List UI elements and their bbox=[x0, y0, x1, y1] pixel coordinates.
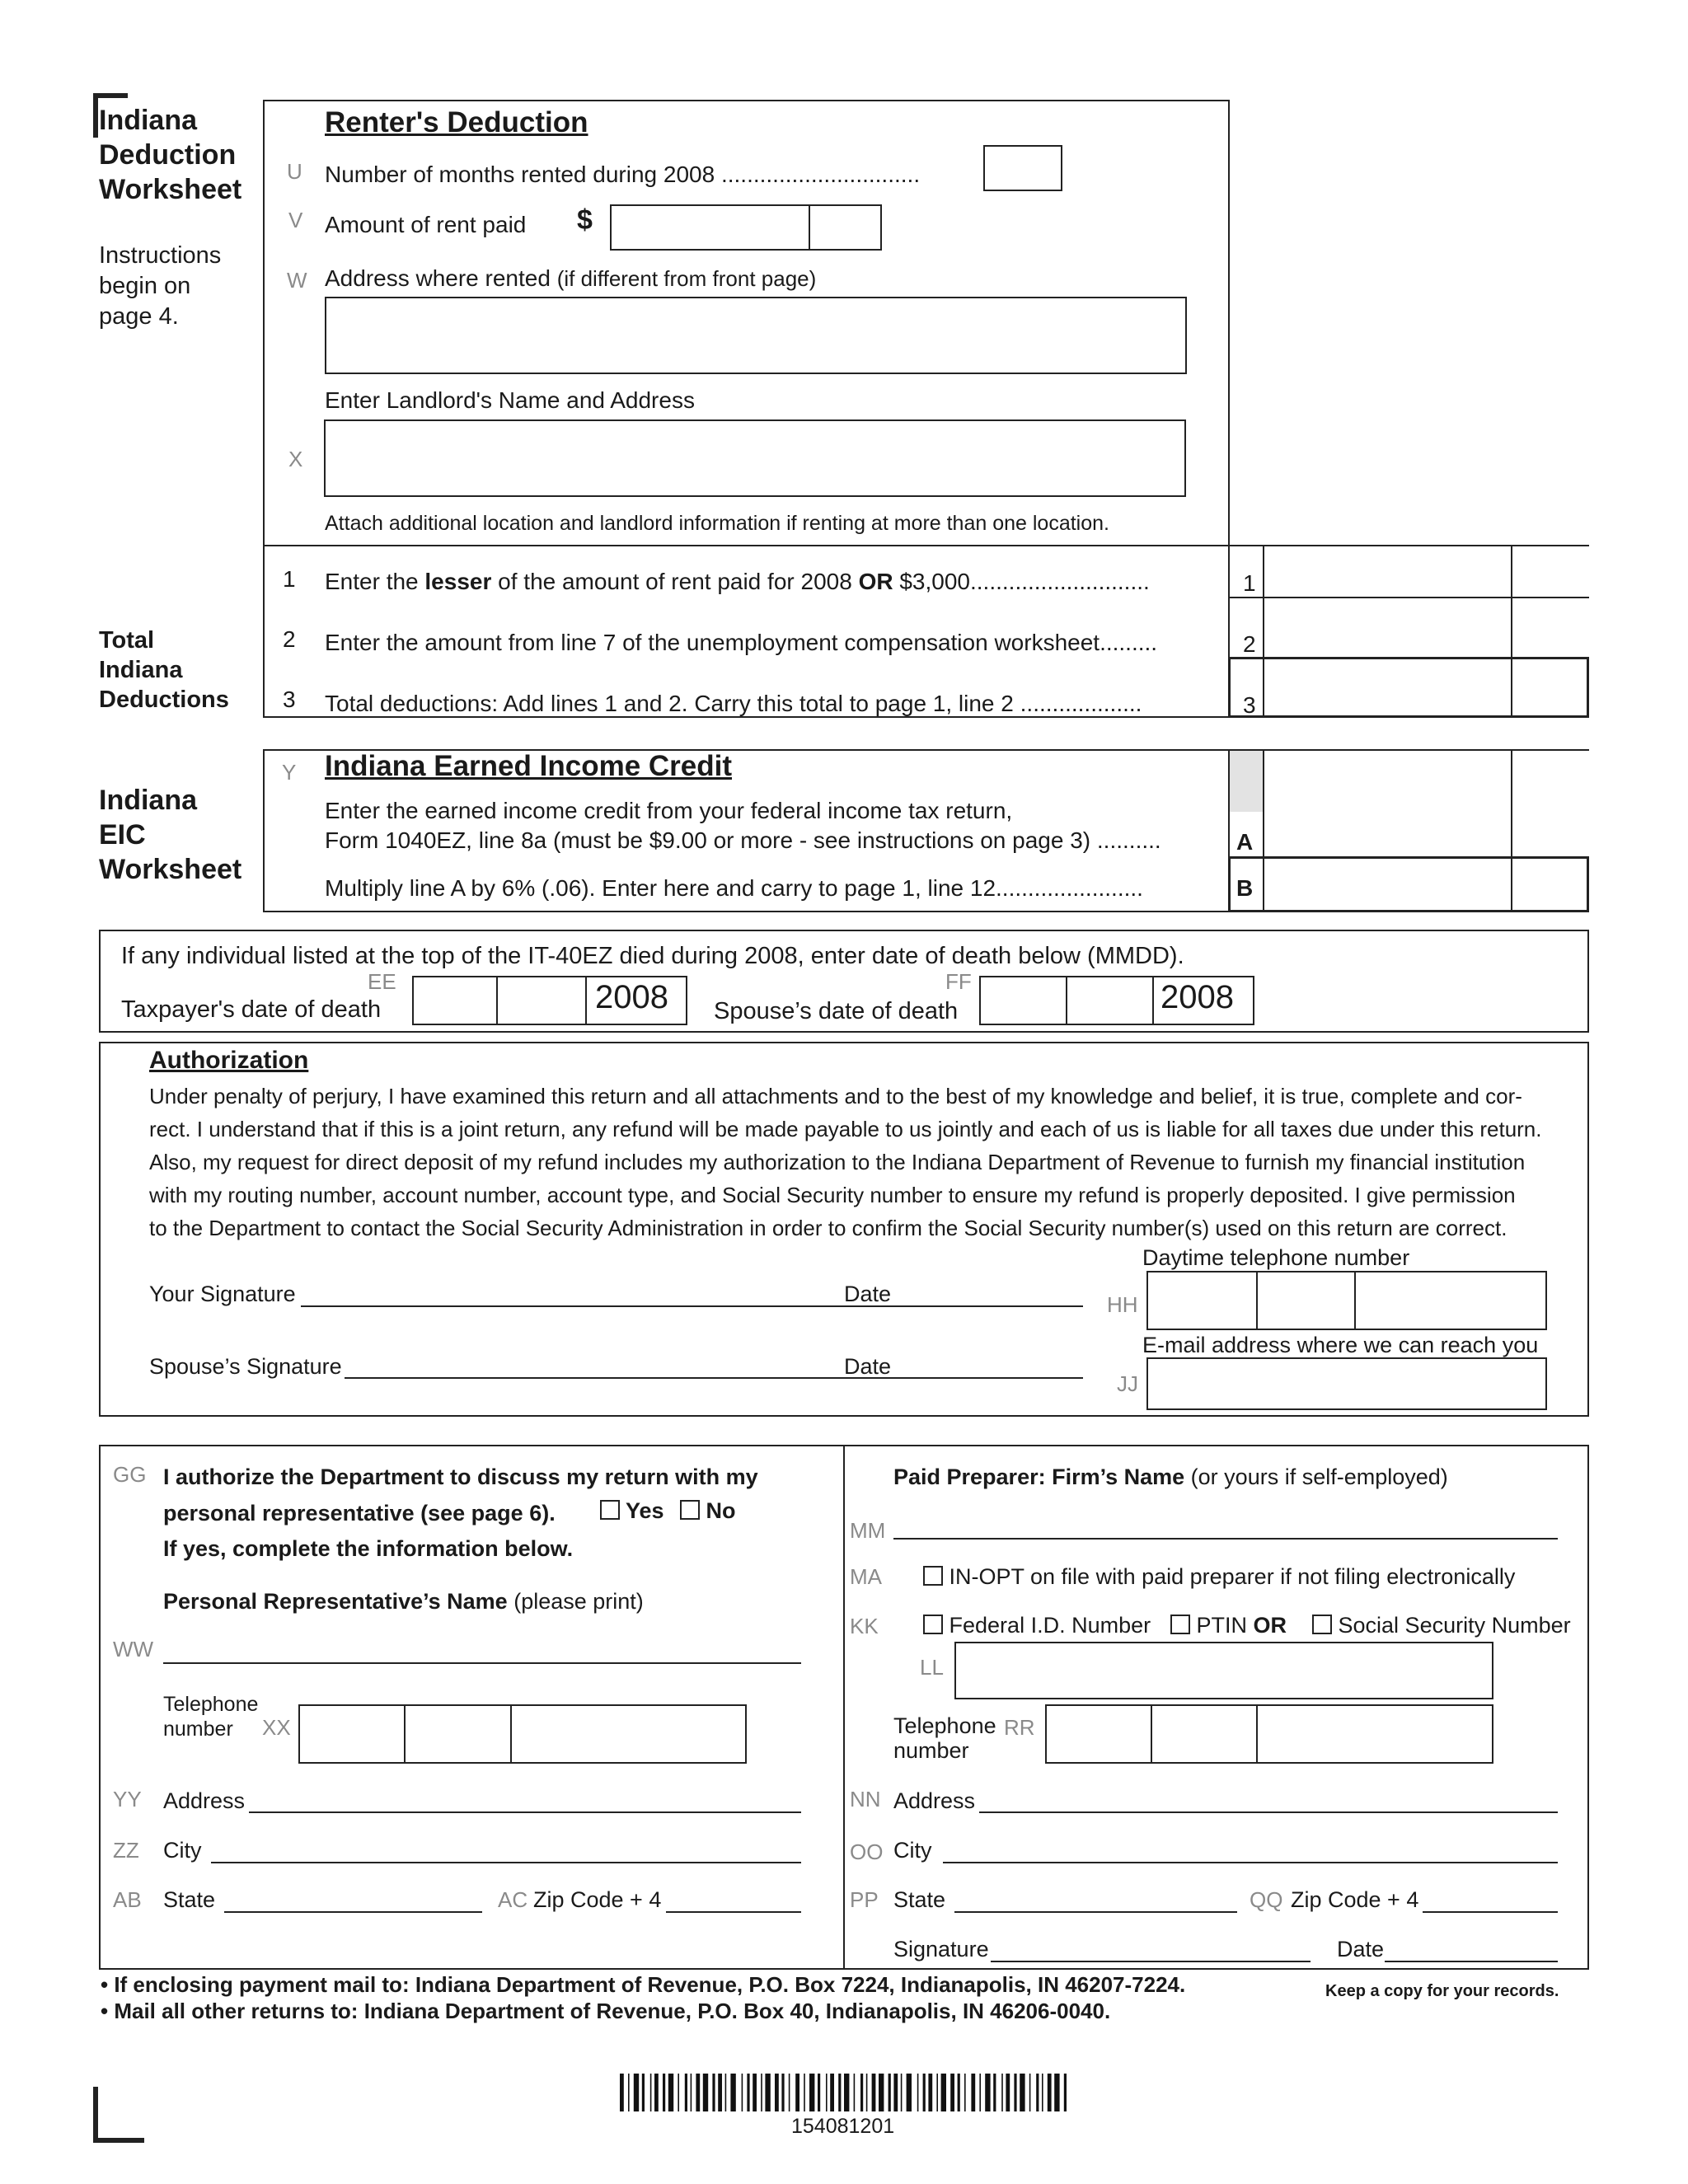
line-1-amount-input[interactable] bbox=[1264, 546, 1510, 596]
eic-right-top bbox=[1228, 749, 1589, 751]
barcode-bar bbox=[866, 2074, 868, 2111]
spouse-signature-label: Spouse’s Signature bbox=[149, 1354, 342, 1379]
line-1-number: 1 bbox=[283, 566, 296, 592]
barcode-bar bbox=[663, 2074, 665, 2111]
rep-name-label: Personal Representative’s Name (please print) bbox=[163, 1589, 644, 1614]
rep-state-line[interactable] bbox=[224, 1911, 482, 1913]
line-code-jj: JJ bbox=[1117, 1371, 1138, 1396]
barcode-bar bbox=[654, 2074, 659, 2111]
eic-line-b-box-letter: B bbox=[1236, 875, 1254, 901]
line-code-yy: YY bbox=[113, 1787, 142, 1811]
line-code-u: U bbox=[287, 159, 302, 184]
email-label: E-mail address where we can reach you bbox=[1142, 1333, 1539, 1357]
taxpayer-death-year: 2008 bbox=[595, 979, 668, 1015]
barcode-bar bbox=[818, 2074, 820, 2111]
line-code-nn: NN bbox=[850, 1787, 881, 1811]
barcode-bar bbox=[628, 2074, 630, 2111]
rent-paid-label: Amount of rent paid bbox=[325, 212, 527, 237]
rep-phone-label: Telephone number bbox=[163, 1693, 259, 1741]
prep-date-label: Date bbox=[1337, 1937, 1385, 1961]
fein-option[interactable]: Federal I.D. Number bbox=[923, 1613, 1151, 1638]
barcode-bar bbox=[826, 2074, 828, 2111]
barcode-bar bbox=[950, 2074, 954, 2111]
barcode-bar bbox=[941, 2074, 946, 2111]
landlord-input[interactable] bbox=[324, 419, 1186, 497]
eic-line-a-input[interactable] bbox=[1264, 814, 1510, 855]
barcode-bar bbox=[781, 2074, 784, 2111]
rep-zip-line[interactable] bbox=[666, 1911, 801, 1913]
barcode-bar bbox=[804, 2074, 805, 2111]
date-of-death-intro: If any individual listed at the top of the IT-40EZ died during 2008, enter date of death below (MMDD). bbox=[121, 943, 1184, 969]
barcode-bar bbox=[838, 2074, 841, 2111]
line-code-y: Y bbox=[282, 760, 297, 785]
barcode-bar bbox=[1006, 2074, 1010, 2111]
barcode-bar bbox=[712, 2074, 715, 2111]
rep-auth-line-3: If yes, complete the information below. bbox=[163, 1536, 574, 1561]
line-2-amount-input[interactable] bbox=[1264, 598, 1510, 656]
barcode-bar bbox=[879, 2074, 884, 2111]
your-signature-date-label: Date bbox=[844, 1282, 892, 1306]
line-code-xx: XX bbox=[262, 1715, 291, 1740]
deduction-worksheet-title: Indiana Deduction Worksheet bbox=[99, 105, 242, 205]
prep-address-line[interactable] bbox=[979, 1811, 1558, 1813]
prep-city-line[interactable] bbox=[943, 1862, 1558, 1863]
barcode-bar bbox=[964, 2074, 966, 2111]
dollar-sign: $ bbox=[577, 204, 593, 236]
prep-signature-line[interactable] bbox=[991, 1961, 1311, 1962]
rep-address-label: Address bbox=[163, 1788, 246, 1813]
email-input[interactable] bbox=[1146, 1357, 1547, 1410]
eic-title: Indiana Earned Income Credit bbox=[325, 750, 732, 782]
line-code-ww: WW bbox=[113, 1637, 154, 1661]
spouse-signature-line[interactable] bbox=[345, 1377, 844, 1379]
inopt-option[interactable]: IN-OPT on file with paid preparer if not filing electronically bbox=[923, 1564, 1515, 1590]
eic-shaded-cell bbox=[1230, 751, 1263, 812]
barcode-bar bbox=[1042, 2074, 1043, 2111]
daytime-phone-label: Daytime telephone number bbox=[1142, 1245, 1410, 1270]
ptin-option[interactable]: PTIN OR bbox=[1170, 1613, 1287, 1638]
ssn-option[interactable]: Social Security Number bbox=[1312, 1613, 1571, 1638]
prep-zip-line[interactable] bbox=[1423, 1911, 1558, 1913]
rep-city-label: City bbox=[163, 1838, 202, 1863]
inopt-checkbox[interactable] bbox=[923, 1566, 943, 1586]
barcode-number: 154081201 bbox=[791, 2115, 895, 2138]
barcode-bar bbox=[971, 2074, 975, 2111]
prep-state-label: State bbox=[893, 1887, 946, 1912]
barcode-bar bbox=[642, 2074, 645, 2111]
tp-divider-2 bbox=[585, 976, 587, 1025]
barcode-bar bbox=[650, 2074, 652, 2111]
barcode-bar bbox=[936, 2074, 938, 2111]
preparer-phone-label: Telephone number bbox=[893, 1713, 996, 1763]
your-signature-label: Your Signature bbox=[149, 1282, 296, 1306]
barcode-bar bbox=[730, 2074, 735, 2111]
prep-zip-label: Zip Code + 4 bbox=[1291, 1887, 1419, 1912]
prep-phone-divider-1 bbox=[1151, 1704, 1152, 1764]
total-deductions-title: Total Indiana Deductions bbox=[99, 627, 229, 713]
rep-address-line[interactable] bbox=[249, 1811, 801, 1813]
barcode-bar bbox=[1036, 2074, 1039, 2111]
barcode-bar bbox=[830, 2074, 834, 2111]
barcode-bar bbox=[789, 2074, 790, 2111]
payment-mailing-note: • If enclosing payment mail to: Indiana Department of Revenue, P.O. Box 7224, Indianapolis, IN 46207-7224. bbox=[101, 1972, 1186, 1997]
rep-city-line[interactable] bbox=[211, 1862, 801, 1863]
rep-no-checkbox[interactable] bbox=[680, 1500, 700, 1520]
barcode-bar bbox=[1014, 2074, 1016, 2111]
rep-auth-line-2: personal representative (see page 6). bbox=[163, 1501, 556, 1526]
tp-divider-1 bbox=[496, 976, 498, 1025]
barcode-bar bbox=[718, 2074, 722, 2111]
authorization-text: Under penalty of perjury, I have examined this return and all attachments and to the best of my knowledge and belief, it is true, complete and cor- rect. I understand that if this is a joint return, any refund will be made payable to us jointly and each of us is liable for all taxes due under this return. Also, my request for direct deposit of my refund includes my authorization to the Indiana Department of Revenue to furnish my financial institution with my routing number, account number, account type, and Social Security number to ensure my refund is properly deposited. I give permission to the Department to contact the Social Security Administration in order to confirm the Social Security number(s) used on this return are correct. bbox=[149, 1084, 1542, 1240]
ptin-checkbox[interactable] bbox=[1170, 1615, 1190, 1634]
barcode-bar bbox=[620, 2074, 624, 2111]
rep-phone-divider-1 bbox=[404, 1704, 406, 1764]
barcode-bar bbox=[696, 2074, 700, 2111]
barcode-bar bbox=[753, 2074, 757, 2111]
barcode-bar bbox=[907, 2074, 912, 2111]
barcode-bar bbox=[844, 2074, 849, 2111]
corner-mark-bottom bbox=[93, 2087, 144, 2143]
line-code-mm: MM bbox=[850, 1518, 886, 1543]
barcode-bar bbox=[634, 2074, 639, 2111]
line-code-rr: RR bbox=[1004, 1715, 1035, 1740]
barcode-bar bbox=[1048, 2074, 1052, 2111]
instructions-note: Instructions begin on page 4. bbox=[99, 242, 222, 330]
rep-auth-line-1: I authorize the Department to discuss my return with my bbox=[163, 1465, 758, 1489]
barcode-bar bbox=[725, 2074, 727, 2111]
barcode-bar bbox=[761, 2074, 762, 2111]
authorization-title: Authorization bbox=[149, 1047, 309, 1074]
address-rented-note: (if different from front page) bbox=[556, 266, 817, 291]
sp-divider-2 bbox=[1152, 976, 1154, 1025]
preparer-phone-input[interactable] bbox=[1045, 1704, 1493, 1764]
barcode-bar bbox=[685, 2074, 687, 2111]
line-3-label: Total deductions: Add lines 1 and 2. Carry this total to page 1, line 2 ................... bbox=[325, 691, 1142, 716]
prep-signature-label: Signature bbox=[893, 1937, 989, 1961]
eic-line-a-box-letter: A bbox=[1236, 829, 1254, 855]
line-code-ll: LL bbox=[920, 1655, 944, 1680]
daytime-phone-input[interactable] bbox=[1146, 1271, 1547, 1330]
barcode-bar bbox=[889, 2074, 891, 2111]
barcode-bar bbox=[809, 2074, 814, 2111]
fein-checkbox[interactable] bbox=[923, 1615, 943, 1634]
barcode-bar bbox=[703, 2074, 708, 2111]
barcode-bar bbox=[765, 2074, 770, 2111]
ssn-checkbox[interactable] bbox=[1312, 1615, 1332, 1634]
line-code-w: W bbox=[287, 268, 307, 293]
barcode-bar bbox=[928, 2074, 932, 2111]
line-code-zz: ZZ bbox=[113, 1838, 139, 1863]
barcode-bar bbox=[854, 2074, 856, 2111]
sp-divider-1 bbox=[1066, 976, 1067, 1025]
months-rented-input[interactable] bbox=[983, 145, 1062, 191]
barcode-bar bbox=[860, 2074, 863, 2111]
barcode-bar bbox=[979, 2074, 981, 2111]
address-rented-label: Address where rented (if different from front page) bbox=[325, 265, 817, 291]
line-code-ee: EE bbox=[368, 969, 396, 994]
line-code-kk: KK bbox=[850, 1614, 879, 1638]
rep-state-label: State bbox=[163, 1887, 216, 1912]
barcode-bar bbox=[1064, 2074, 1067, 2111]
renters-deduction-title: Renter's Deduction bbox=[325, 106, 588, 138]
line-code-ab: AB bbox=[113, 1887, 142, 1912]
preparer-firm-line[interactable] bbox=[893, 1538, 1558, 1540]
barcode-bar bbox=[958, 2074, 960, 2111]
line-code-qq: QQ bbox=[1250, 1887, 1283, 1912]
rep-yes-checkbox[interactable] bbox=[600, 1500, 620, 1520]
barcode-bar bbox=[795, 2074, 799, 2111]
line-code-hh: HH bbox=[1107, 1292, 1138, 1317]
barcode-bar bbox=[993, 2074, 996, 2111]
line-1-box-number: 1 bbox=[1243, 570, 1256, 596]
line-3-box-number: 3 bbox=[1243, 692, 1256, 718]
rep-name-line[interactable] bbox=[163, 1662, 801, 1664]
rep-phone-divider-2 bbox=[510, 1704, 512, 1764]
rent-paid-input[interactable] bbox=[610, 204, 882, 251]
line-2-label: Enter the amount from line 7 of the unemployment compensation worksheet......... bbox=[325, 630, 1158, 655]
rent-paid-cents-divider bbox=[809, 204, 810, 251]
barcode-bar bbox=[923, 2074, 926, 2111]
line-code-ma: MA bbox=[850, 1564, 882, 1589]
prep-city-label: City bbox=[893, 1838, 932, 1863]
barcode-bar bbox=[872, 2074, 876, 2111]
line-code-ff: FF bbox=[945, 969, 972, 994]
line-code-oo: OO bbox=[850, 1840, 884, 1864]
prep-date-line[interactable] bbox=[1385, 1961, 1558, 1962]
prep-state-line[interactable] bbox=[954, 1911, 1237, 1913]
rep-no-option[interactable]: No bbox=[680, 1498, 736, 1524]
barcode-bar bbox=[1020, 2074, 1025, 2111]
section-divider bbox=[843, 1445, 845, 1970]
taxpayer-death-label: Taxpayer's date of death bbox=[121, 996, 382, 1023]
barcode-bar bbox=[775, 2074, 779, 2111]
spouse-death-year: 2008 bbox=[1160, 979, 1234, 1015]
line-1-label: Enter the lesser of the amount of rent paid for 2008 OR $3,000............................ bbox=[325, 569, 1150, 594]
other-mailing-note: • Mail all other returns to: Indiana Department of Revenue, P.O. Box 40, Indianapolis, IN 46206-0040. bbox=[101, 1999, 1111, 2023]
barcode-bar bbox=[668, 2074, 673, 2111]
barcode-bar bbox=[917, 2074, 919, 2111]
barcode-bar bbox=[901, 2074, 903, 2111]
eic-line-a-2: Form 1040EZ, line 8a (must be $9.00 or more - see instructions on page 3) .......... bbox=[325, 827, 1161, 853]
spouse-signature-date-label: Date bbox=[844, 1354, 892, 1379]
eic-line-b: Multiply line A by 6% (.06). Enter here and carry to page 1, line 12....................... bbox=[325, 875, 1143, 901]
barcode-bar bbox=[985, 2074, 990, 2111]
eic-line-a-1: Enter the earned income credit from your federal income tax return, bbox=[325, 798, 1013, 823]
barcode-bar bbox=[678, 2074, 679, 2111]
barcode-bar bbox=[1029, 2074, 1031, 2111]
your-signature-line[interactable] bbox=[301, 1305, 844, 1307]
rep-phone-input[interactable] bbox=[298, 1704, 747, 1764]
your-signature-date-line[interactable] bbox=[844, 1305, 1083, 1307]
line-code-gg: GG bbox=[113, 1462, 147, 1487]
months-rented-label: Number of months rented during 2008 ............................... bbox=[325, 162, 921, 187]
phone-divider-2 bbox=[1354, 1271, 1356, 1330]
line-2-number: 2 bbox=[283, 626, 296, 652]
prep-phone-divider-2 bbox=[1256, 1704, 1258, 1764]
spouse-signature-date-line[interactable] bbox=[844, 1377, 1083, 1379]
line-code-pp: PP bbox=[850, 1887, 879, 1912]
line-2-box-number: 2 bbox=[1243, 631, 1256, 657]
rep-yes-option[interactable]: Yes bbox=[600, 1498, 664, 1524]
line-3-number: 3 bbox=[283, 687, 296, 712]
prep-address-label: Address bbox=[893, 1788, 976, 1813]
preparer-title: Paid Preparer: Firm’s Name (or yours if self-employed) bbox=[893, 1465, 1448, 1489]
line-code-v: V bbox=[288, 208, 303, 232]
address-rented-input[interactable] bbox=[325, 297, 1187, 374]
barcode-bar bbox=[747, 2074, 749, 2111]
barcode-bar bbox=[742, 2074, 743, 2111]
barcode-bar bbox=[1054, 2074, 1059, 2111]
line-3-amount-input[interactable] bbox=[1264, 659, 1510, 715]
barcode-bar bbox=[1001, 2074, 1003, 2111]
eic-worksheet-title: Indiana EIC Worksheet bbox=[99, 785, 242, 885]
phone-divider-1 bbox=[1256, 1271, 1258, 1330]
keep-copy-note: Keep a copy for your records. bbox=[1325, 1982, 1559, 2000]
rep-zip-label: Zip Code + 4 bbox=[533, 1887, 662, 1912]
landlord-label: Enter Landlord's Name and Address bbox=[325, 387, 695, 413]
spouse-death-label: Spouse’s date of death bbox=[714, 998, 959, 1024]
line-code-x: X bbox=[288, 447, 303, 471]
attach-note: Attach additional location and landlord information if renting at more than one location. bbox=[325, 512, 1109, 535]
line-code-ac: AC bbox=[498, 1887, 528, 1912]
barcode-bar bbox=[691, 2074, 692, 2111]
barcode bbox=[620, 2074, 1068, 2111]
preparer-id-input[interactable] bbox=[954, 1642, 1493, 1699]
barcode-bar bbox=[893, 2074, 898, 2111]
eic-line-b-input[interactable] bbox=[1264, 859, 1510, 910]
